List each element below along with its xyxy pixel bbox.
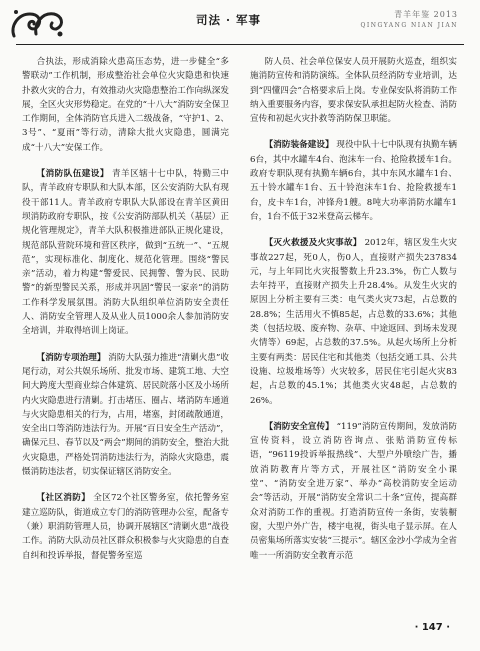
left-column	[22, 55, 229, 567]
decorative-ornament-icon	[8, 6, 68, 40]
page-number: · 147 ·	[414, 622, 450, 633]
section-heading: 【消防专项治理】	[36, 352, 106, 363]
section-equipment	[250, 138, 457, 224]
section-fire-incidents	[250, 236, 457, 408]
yearbook-pinyin: QINGYANG NIAN JIAN	[360, 22, 458, 29]
section-fire-publicity	[250, 420, 457, 563]
section-heading: 【消防队伍建设】	[36, 169, 109, 180]
section-heading: 【消防装备建设】	[264, 140, 334, 151]
section-special-rectification	[22, 351, 229, 480]
paragraph: 防人员、社会单位保安人员开展防火巡查，组织实施消防宣传和消防演练。全体队员经消防专业培训，达到“四懂四会”合格要求后上岗。专业保安队将消防工作纳入重要服务内容，要求保安队承担起防火检查、消防宣传和初起火灾扑救等消防保卫职能。	[250, 57, 457, 125]
section-community-fire	[22, 491, 229, 562]
section-heading: 【社区消防】	[36, 493, 91, 504]
section-body: 消防大队强力推进“清剿火患”收尾行动，对公共娱乐场所、批发市场、建筑工地、大空间大跨度大型商业综合体建筑、居民院落小区及小场所内火灾隐患进行清剿。打击堵压、圈占、堵消防车通道与火灾隐患相关的行为，占用，堵塞，封闭疏散通道，安全出口等消防违法行为。开展“百日安全生产活动”，确保元旦、春节以及“两会”期间的消防安全，整治大批火灾隐患，严格处罚消防违法行为，消除火灾隐患，震慑消防违法者，切实保证辖区消防安全。	[22, 352, 229, 478]
yearbook-name: 青羊年鉴 2013	[394, 10, 458, 19]
section-body: 2012年，辖区发生火灾事故227起，死0人，伤0人，直接财产损失237834元，与上年同比火灾报警数上升23.3%，伤亡人数与去年持平，直接财产损失上升28.4%。从发生火灾的原因上分析主要有三类：电气类火灾73起，占总数的28.8%；生活用火不慎85起，占总数的33.6%；其他类（包括垃圾、废弃物、杂草、中途返回、到场未发现火情等）69起，占总数的37.5%。从起火场所上分析主要有两类：居民住宅和其他类（包括交通工具、公共设施、垃圾堆场等）火灾较多，居民住宅引起火灾83起，占总数的45.1%；其他类火灾48起，占总数的26%。	[250, 238, 457, 406]
header-divider	[16, 44, 464, 45]
section-body: 全区72个社区警务室，依托警务室建立巡防队，街道成立专门的消防管理办公室，配备专（兼）职消防管理人员，协调开展辖区“清剿火患”战役工作。消防大队动员社区群众积极参与火灾隐患的自查自纠和投诉举报，督促警务室巡	[22, 493, 229, 561]
page-header	[0, 0, 480, 46]
right-column	[250, 55, 457, 567]
paragraph: 合执法，形成消除火患高压态势，进一步健全“多警联动”工作机制，形成整治社会单位火灾隐患和快速扑救火灾的合力，有效推动火灾隐患整治工作向纵深发展，全区火灾形势稳定。在党的“十八大”消防安全保卫工作期间，全体消防官兵进入二级战备，“守护1、2、3号”、“夏雨”等行动，清除大批火灾隐患，圆满完成“十八大”安保工作。	[22, 57, 229, 153]
section-heading: 【消防安全宣传】	[264, 421, 334, 432]
section-title: 司法 · 军事	[196, 13, 262, 27]
section-heading: 【灭火救援及火灾事故】	[264, 238, 362, 249]
section-body: 现役中队十七中队现有执勤车辆6台，其中水罐车4台、泡沫车一台、抢险救援车1台。政府专职队现有执勤车辆6台，其中东风水罐车1台、五十铃水罐车1台、五十铃泡沫车1台、抢险救援车1台，皮卡车1台，冲锋舟1艘。8吨大功率消防水罐车1台，1台不低于32米登高云梯车。	[250, 140, 457, 222]
yearbook-title	[361, 9, 458, 29]
section-fire-team	[22, 167, 229, 339]
section-body: 青羊区辖十七中队，特勤三中队，青羊政府专职队和大队本部，区公安消防大队有现役干部11人。青羊政府专职队大队部设在青羊区黄田坝消防政府专职队，按《公安消防部队机关（基层）正规化管理规定》，青羊大队积极推进部队正规化建设，规范部队营院环境和营区秩序，做到“五统一”、“五规范”，实现标准化、制度化、规范化管理。围绕“警民亲”活动，着力构建“警爱民、民拥警、警为民、民助警”的新型警民关系，形成并巩固“警民一家亲”的消防工作科学发展氛围。消防大队组织单位消防安全责任人、消防安全管理人及从业人员1000余人参加消防安全培训，并取得培训上岗证。	[22, 169, 229, 337]
section-body: “119”消防宣传期间，发放消防宣传资料，设立消防咨询点、张贴消防宣传标语，“96119投诉举报热线”、大型户外喷绘广告，播放消防教育片等方式，开展社区“消防安全小课堂”、“消防安全进万家”、举办“高校消防安全运动会”等活动，开展“消防安全常识二十条”宣传，提高群众对消防工作的重视。打造消防宣传一条街，安装橱窗，大型户外广告，楼宇电视，街头电子显示屏。在人员密集场所落实安装“三提示”。辖区金沙小学成为全省唯一一所消防安全教育示范	[250, 421, 457, 561]
